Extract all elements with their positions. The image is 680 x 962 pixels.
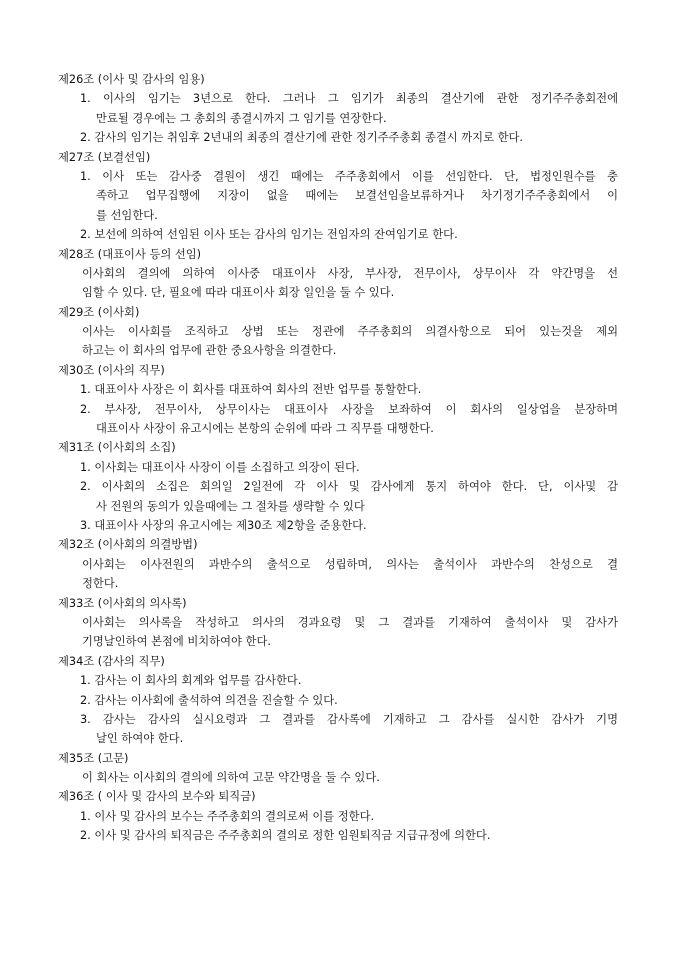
clause-item: 1. 감사는 이 회사의 회계와 업무를 감사한다.	[80, 674, 302, 688]
article-paragraph: 이사는 이사회를 조직하고 상법 또는 정관에 주주총회의 의결사항으로 되어 있는것을 제외	[82, 325, 618, 339]
article	[58, 438, 618, 535]
clause-item: 3. 감사는 감사의 실시요령과 그 결과를 감사록에 기재하고 그 감사를 실시한 감사가 기명	[80, 712, 618, 726]
article-heading: 제29조 (이사회)	[58, 305, 140, 319]
clause-continuation: 대표이사 사장이 유고시에는 본항의 순위에 따라 그 직무를 대행한다.	[96, 422, 434, 436]
clause-item: 1. 이사의 임기는 3년으로 한다. 그러나 그 임기가 최종의 결산기에 관한 정기주주총회전에	[80, 92, 618, 106]
clause-continuation: 족하고 업무집행에 지장이 없을 때에는 보결선임을보류하거나 차기정기주주총회에서 이	[96, 189, 618, 203]
article-heading: 제26조 (이사 및 감사의 임용)	[58, 73, 205, 86]
article	[58, 361, 618, 439]
article-heading: 제32조 (이사회의 의결방법)	[58, 538, 198, 552]
article	[58, 303, 618, 361]
clause-item: 2. 부사장, 전무이사, 상무이사는 대표이사 사장을 보좌하여 이 회사의 일상업을 분장하며	[80, 402, 618, 416]
clause-continuation: 사 전원의 동의가 있을때에는 그 절차를 생략할 수 있다	[96, 499, 365, 513]
article-heading: 제33조 (이사회의 의사록)	[58, 596, 187, 610]
clause-item: 1. 이사 및 감사의 보수는 주주총회의 결의로써 이를 정한다.	[80, 809, 375, 823]
article-heading: 제31조 (이사회의 소집)	[58, 441, 176, 455]
article-paragraph: 이 회사는 이사회의 결의에 의하여 고문 약간명을 둘 수 있다.	[82, 771, 380, 785]
article-heading: 제35조 (고문)	[58, 751, 129, 765]
articles-body	[58, 70, 618, 846]
clause-item: 2. 이사회의 소집은 회의일 2일전에 각 이사 및 감사에게 통지 하여야 한다. 단, 이사및 감	[80, 480, 618, 494]
clause-item: 2. 감사의 임기는 취임후 2년내의 최종의 결산기에 관한 정기주주총회 종결시 까지로 한다.	[80, 131, 524, 145]
clause-item: 2. 보선에 의하여 선임된 이사 또는 감사의 임기는 전임자의 잔여임기로 한다.	[80, 228, 458, 242]
article-heading: 제27조 (보결선임)	[58, 150, 151, 164]
article-heading: 제28조 (대표이사 등의 선임)	[58, 247, 202, 261]
article	[58, 148, 618, 245]
article-paragraph: 이사회는 이사전원의 과반수의 출석으로 성립하며, 의사는 출석이사 과반수의 찬성으로 결	[82, 557, 618, 571]
article	[58, 594, 618, 652]
article-paragraph: 정한다.	[82, 577, 119, 591]
clause-continuation: 날인 하여야 한다.	[96, 732, 184, 746]
clause-item: 1. 이사 또는 감사중 결원이 생긴 때에는 주주총회에서 이를 선임한다. 단, 법정인원수를 충	[80, 169, 618, 183]
clause-item: 2. 감사는 이사회에 출석하여 의견을 진술할 수 있다.	[80, 693, 338, 707]
article-heading: 제34조 (감사의 직무)	[58, 654, 165, 668]
article	[58, 70, 618, 148]
clause-item: 1. 이사회는 대표이사 사장이 이를 소집하고 의장이 된다.	[80, 460, 360, 474]
article	[58, 535, 618, 593]
article	[58, 749, 618, 788]
article-heading: 제30조 (이사의 직무)	[58, 363, 165, 377]
article	[58, 245, 618, 303]
clause-item: 1. 대표이사 사장은 이 회사를 대표하여 회사의 전반 업무를 통할한다.	[80, 383, 422, 397]
article	[58, 787, 618, 845]
article-paragraph: 이사회의 결의에 의하여 이사중 대표이사 사장, 부사장, 전무이사, 상무이사 각 약간명을 선	[82, 266, 618, 280]
article-paragraph: 이사회는 의사록을 작성하고 의사의 경과요령 및 그 결과를 기재하여 출석이사 및 감사가	[82, 615, 618, 629]
clause-item: 2. 이사 및 감사의 퇴직금은 주주총회의 결의로 정한 임원퇴직금 지급규정에 의한다.	[80, 829, 491, 843]
clause-continuation: 만료될 경우에는 그 총회의 종결시까지 그 임기를 연장한다.	[96, 111, 387, 125]
article-paragraph: 기명날인하여 본점에 비치하여야 한다.	[82, 635, 271, 649]
clause-item: 3. 대표이사 사장의 유고시에는 제30조 제2항을 준용한다.	[80, 518, 367, 532]
article	[58, 652, 618, 749]
article-paragraph: 임할 수 있다. 단, 필요에 따라 대표이사 회장 일인을 둘 수 있다.	[82, 286, 395, 300]
article-paragraph: 하고는 이 회사의 업무에 관한 중요사항을 의결한다.	[82, 344, 337, 358]
clause-continuation: 를 선임한다.	[96, 208, 158, 222]
article-heading: 제36조 ( 이사 및 감사의 보수와 퇴직금)	[58, 790, 256, 804]
